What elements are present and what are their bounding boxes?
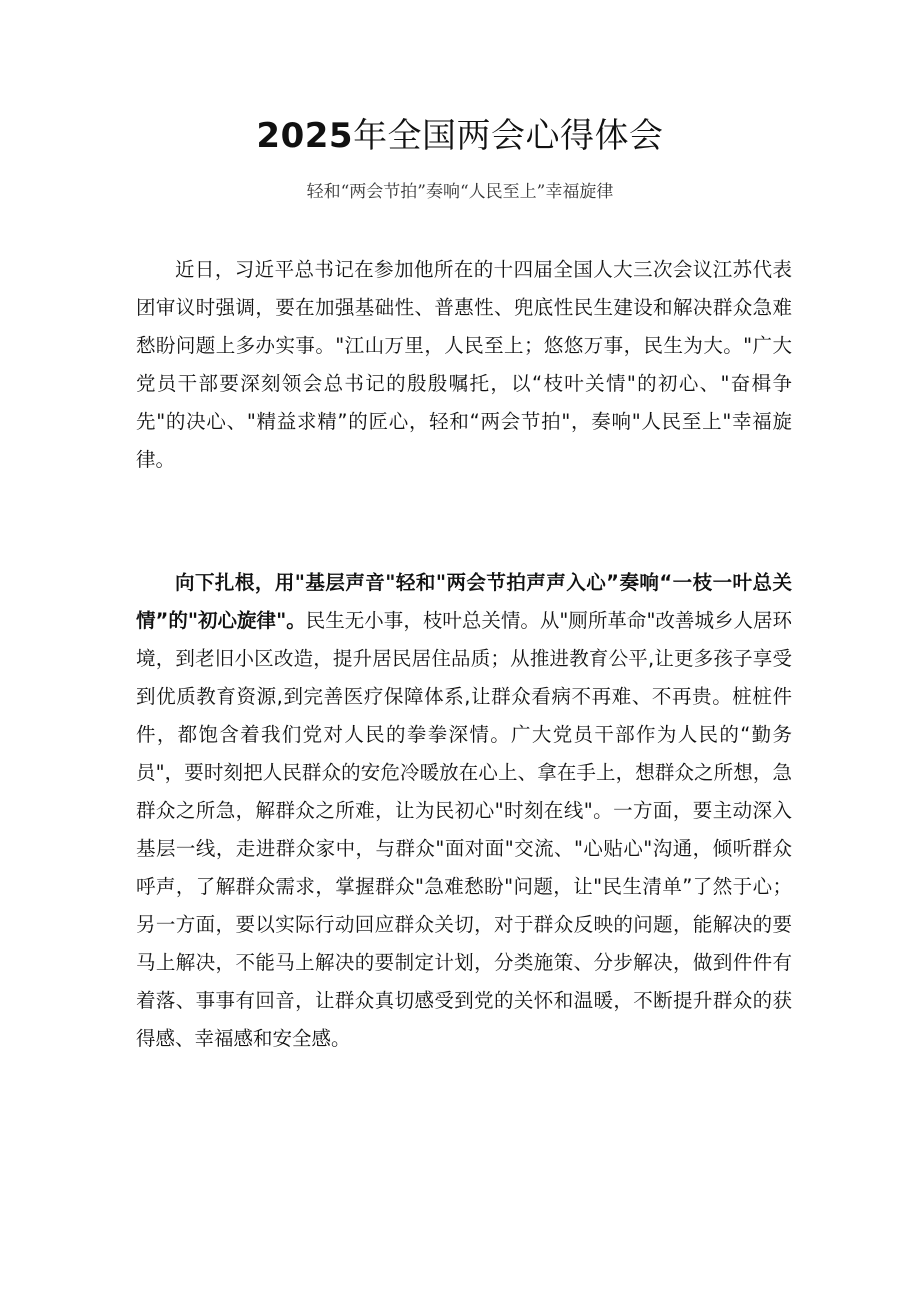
title-year: 2025 bbox=[256, 116, 354, 156]
paragraph-body-text: 民生无小事，枝叶总关情。从"厕所革命"改善城乡人居环境，到老旧小区改造，提升居民居住品质；从推进教育公平,让更多孩子享受到优质教育资源,到完善医疗保障体系,让群众看病不再难、不再贵。桩桩件件，都饱含着我们党对人民的拳拳深情。广大党员干部作为人民的“勤务员"，要时刻把人民群众的安危冷暖放在心上、拿在手上，想群众之所想，急群众之所急，解群众之所难，让为民初心"时刻在线"。一方面，要主动深入基层一线，走进群众家中，与群众"面对面"交流、"心贴心"沟通，倾听群众呼声，了解群众需求，掌握群众"急难愁盼"问题，让"民生清单”了然于心；另一方面，要以实际行动回应群众关切，对于群众反映的问题，能解决的要马上解决，不能马上解决的要制定计划，分类施策、分步解决，做到件件有着落、事事有回音，让群众真切感受到党的关怀和温暖，不断提升群众的获得感、幸福感和安全感。 bbox=[136, 609, 792, 1050]
paragraph-lead-heading: 向下扎根，用"基层声音"轻和"两会节拍声声入心”奏响“一枝一叶总关情”的"初心旋律"。 bbox=[136, 571, 792, 632]
body-paragraph-2 bbox=[136, 564, 792, 1058]
document-subtitle: 轻和“两会节拍”奏响“人民至上”幸福旋律 bbox=[306, 182, 614, 202]
document-title bbox=[0, 112, 920, 160]
body-paragraph-1: 近日，习近平总书记在参加他所在的十四届全国人大三次会议江苏代表团审议时强调，要在加强基础性、普惠性、兜底性民生建设和解决群众急难愁盼问题上多办实事。"江山万里，人民至上；悠悠万事，民生为大。"广大党员干部要深刻领会总书记的殷殷嘱托，以“枝叶关情"的初心、"奋楫争先"的决心、"精益求精”的匠心，轻和“两会节拍"，奏响"人民至上"幸福旋律。 bbox=[136, 258, 792, 471]
title-text: 年全国两会心得体会 bbox=[353, 116, 664, 156]
